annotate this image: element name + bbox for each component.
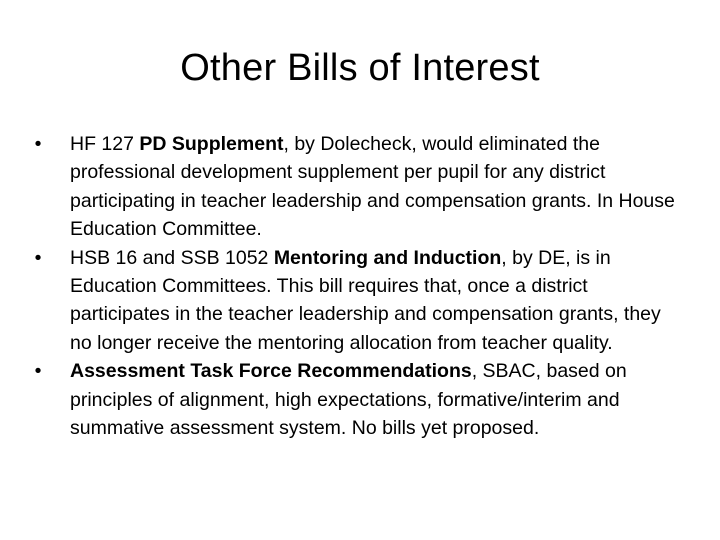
bullet-item-assessment [30, 357, 680, 442]
bill-description: , by Dolecheck, would eliminated the professional development supplement per pupil for any district participating in teacher leadership and compensation grants. In House Education Committee. [70, 133, 675, 241]
bill-number: HF 127 [70, 133, 140, 155]
bill-topic: Mentoring and Induction [273, 246, 502, 269]
bullet-dot-icon: • [34, 246, 42, 269]
bill-description: , SBAC, based on principles of alignment, high expectations, formative/interim and summative assessment system. No bills yet proposed. [70, 360, 627, 440]
bullet-dot-icon: • [34, 133, 42, 155]
bill-topic: Assessment Task Force Recommendations [70, 360, 472, 383]
bullet-item-hf127 [30, 130, 680, 244]
bill-topic: PD Supplement [139, 133, 284, 155]
bullet-dot-icon: • [34, 360, 42, 383]
slide-title: Other Bills of Interest [180, 47, 540, 89]
bullet-item-hsb16 [30, 244, 680, 358]
bill-number: HSB 16 and SSB 1052 [70, 246, 274, 269]
bill-description: , by DE, is in Education Committees. This bill requires that, once a district participates in the teacher leadership and compensation grants, they no longer receive the mentoring allocation from teacher quality. [70, 246, 661, 354]
bullet-list [30, 130, 680, 442]
